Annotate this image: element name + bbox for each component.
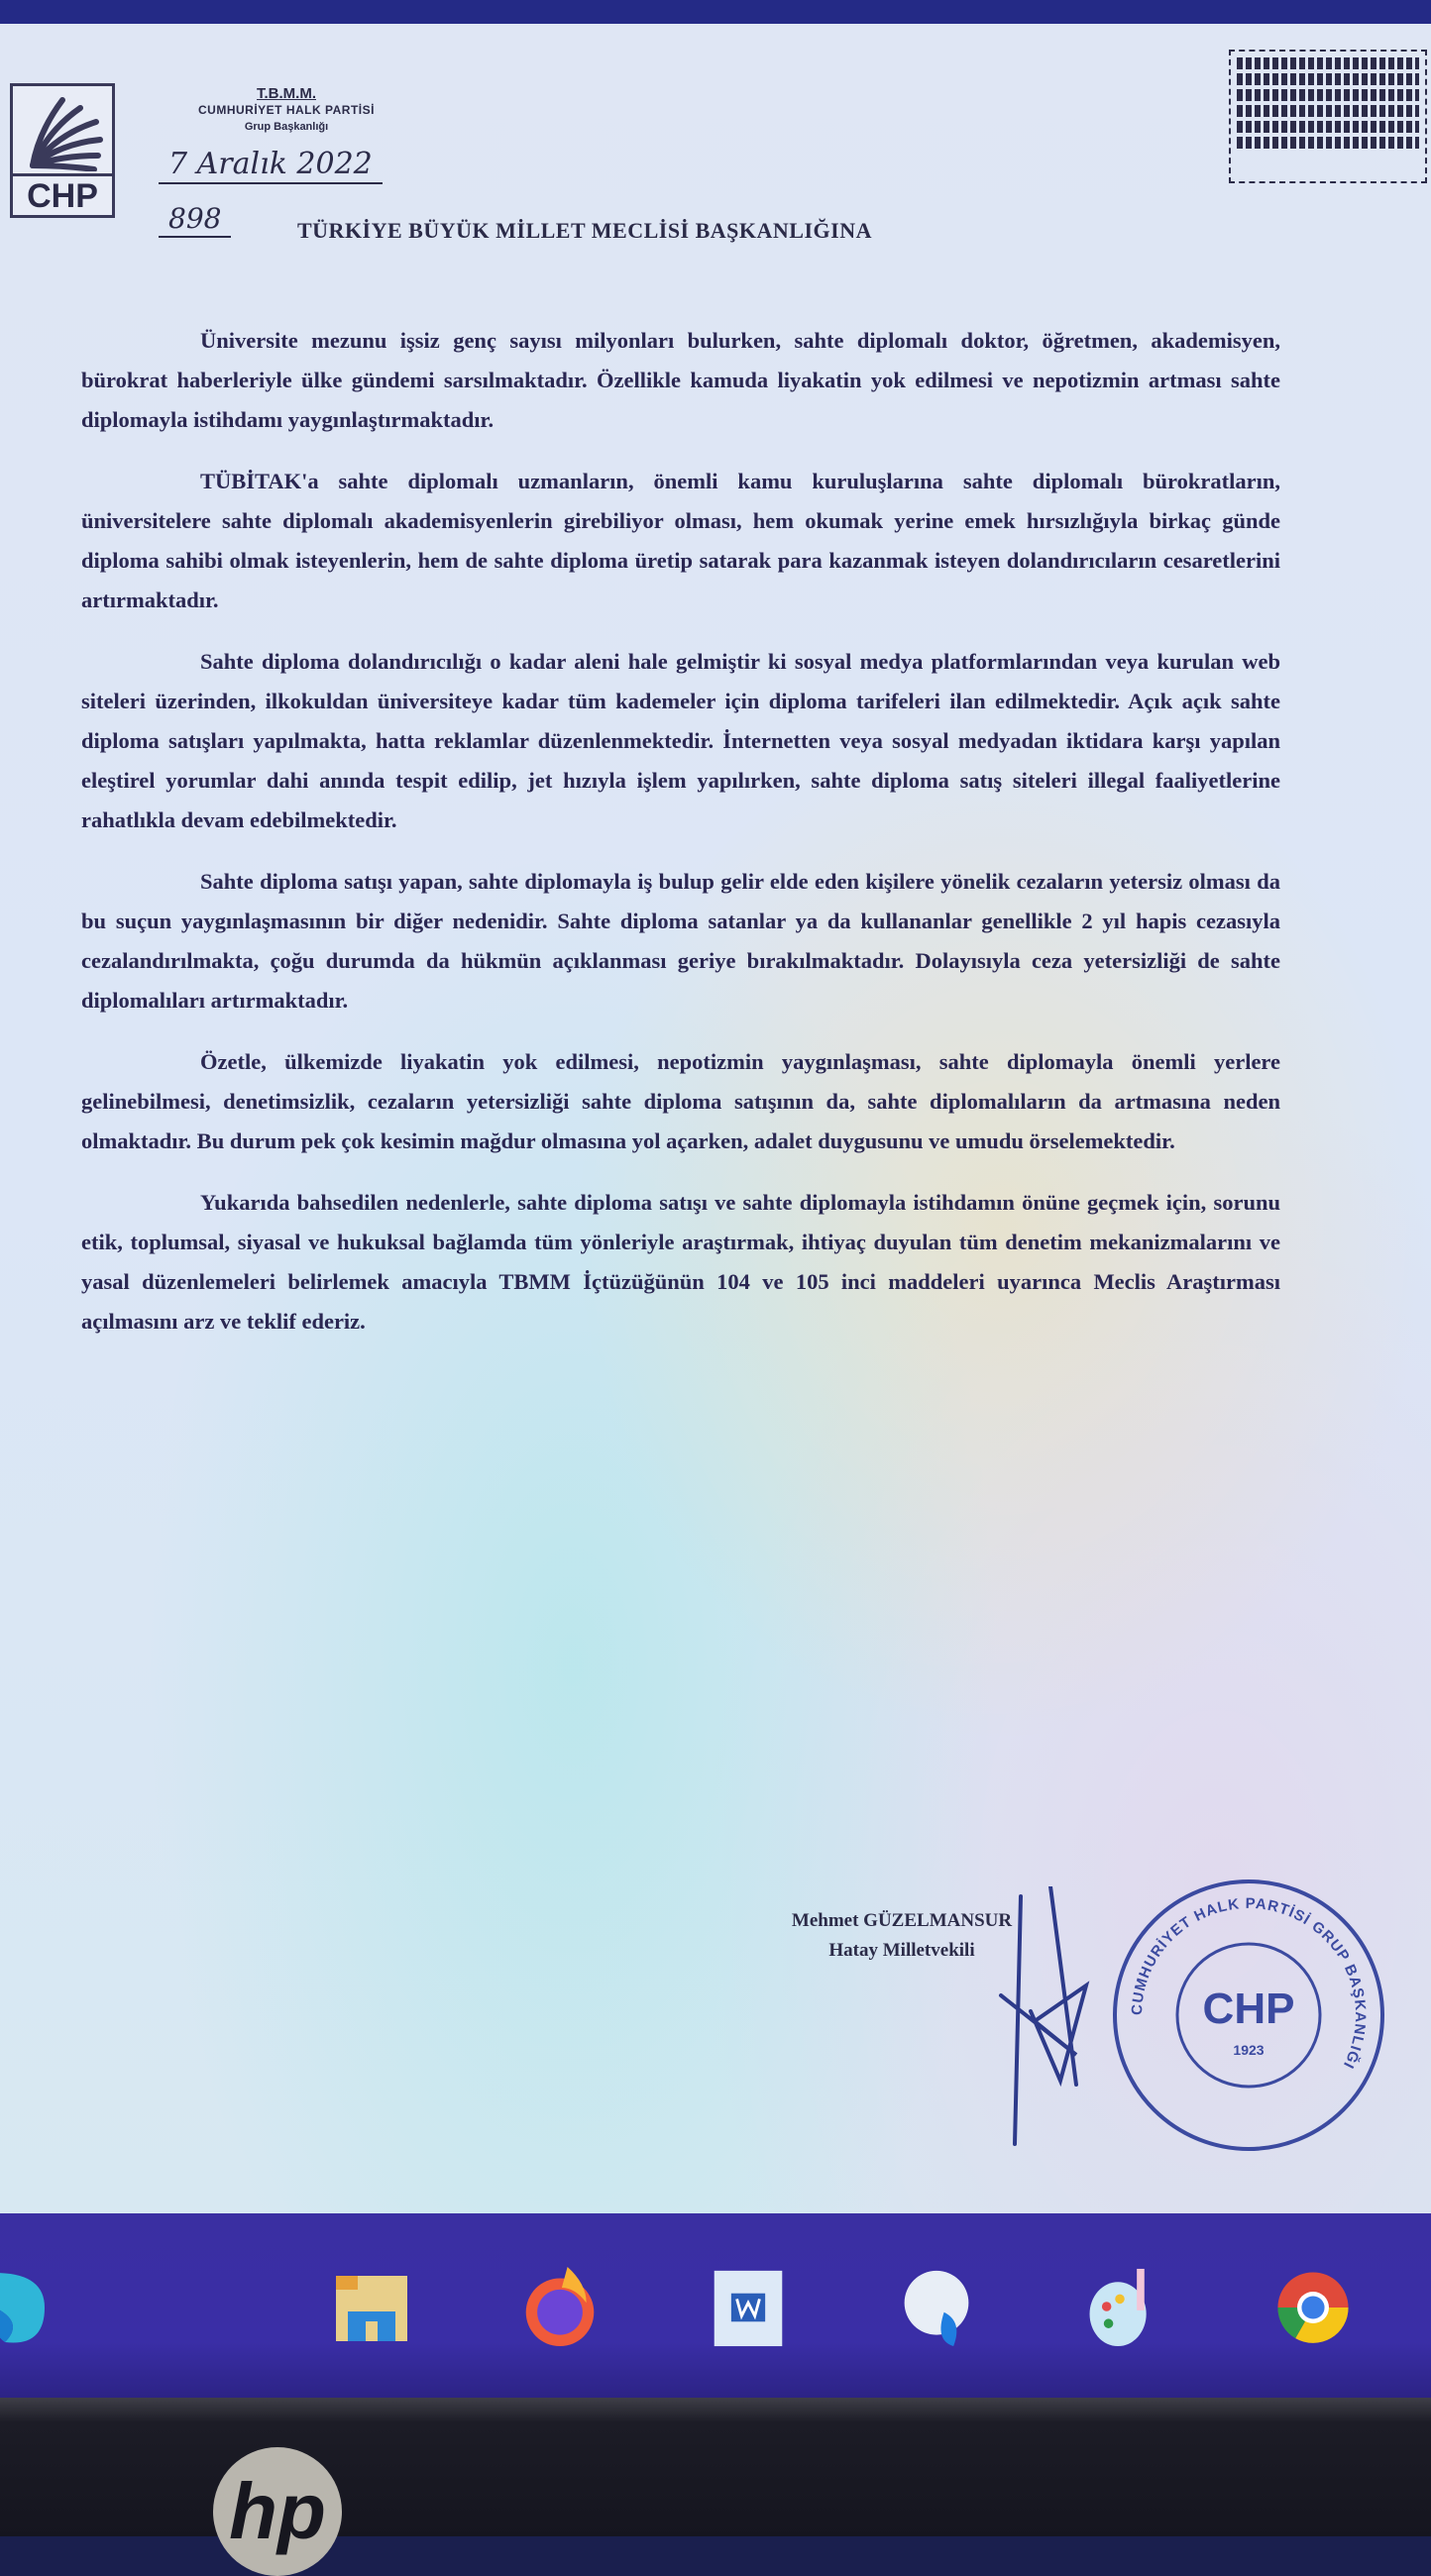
edge-icon[interactable] — [0, 2263, 59, 2352]
registry-stamp — [1229, 50, 1427, 183]
paragraph: Üniversite mezunu işsiz genç sayısı milyonları bulurken, sahte diplomalı doktor, öğretmen, akademisyen, bürokrat haberleriyle ülke gündemi sarsılmaktadır. Özellikle kamuda liyakatin yok edilmesi ve nepotizmin artması sahte diplomayla istihdamı yaygınlaştırmaktadır. — [81, 328, 1280, 432]
signature-block — [773, 1906, 1031, 1966]
chrome-icon[interactable] — [1273, 2263, 1353, 2352]
monitor-bezel — [0, 2398, 1431, 2555]
document-page — [0, 24, 1431, 2213]
seal-ring-text: CUMHURİYET HALK PARTİSİ GRUP BAŞKANLIĞI — [1128, 1894, 1370, 2072]
paragraph: Yukarıda bahsedilen nedenlerle, sahte diploma satışı ve sahte diplomayla istihdamın önüne geçmek için, sorunu etik, toplumsal, siyasal ve hukuksal bağlamda tüm yönleriyle araştırmak, ihtiyaç duyulan tüm denetim mekanizmalarını ve yasal düzenlemeleri belirlemek amacıyla TBMM İçtüzüğünün 104 ve 105 inci maddeleri uyarınca Meclis Araştırması açılmasını arz ve teklif ederiz. — [81, 1190, 1280, 1334]
six-arrows-logo-icon — [19, 92, 106, 171]
paragraph: Sahte diploma dolandırıcılığı o kadar aleni hale gelmiştir ki sosyal medya platformlarından veya kurulan web siteleri üzerinden, ilkokuldan üniversiteye kadar tüm kademeler için diploma tarifeleri ilan edilmektedir. Açık açık sahte diploma satışları yapılmakta, hatta reklamlar düzenlenmektedir. İnternetten veya sosyal medyadan iktidara karşı yapılan eleştirel yorumlar dahi anında tespit edilip, jet hızıyla işlem yapılırken, sahte diploma satış siteleri illegal faaliyetlerine rahatlıkla devam edebilmektedir. — [81, 649, 1280, 832]
paragraph: TÜBİTAK'a sahte diplomalı uzmanların, önemli kamu kuruluşlarına sahte diplomalı bürokratların, üniversitelere sahte diplomalı akademisyenlerin girebiliyor olması, hem okumak yerine emek hırsızlığıyla birkaç günde diploma sahibi olmak isteyenlerin, hem de sahte diploma üretip satarak para kazanmak isteyen dolandırıcıların cesaretlerini artırmaktadır. — [81, 469, 1280, 612]
institution-name: T.B.M.M. — [257, 85, 316, 102]
registry-line — [1237, 121, 1419, 133]
taskbar — [0, 2213, 1431, 2398]
paragraph: Sahte diploma satışı yapan, sahte diplomayla iş bulup gelir elde eden kişilere yönelik cezaların yetersiz olması da bu suçun yaygınlaşmasının bir diğer nedenidir. Sahte diploma satanlar ya da kullananlar genellikle 2 yıl hapis cezasıyla cezalandırılmakta, çoğu durumda da hükmün açıklanması geriye bırakılmaktadır. Dolayısıyla ceza yetersizliği de sahte diplomalıları artırmaktadır. — [81, 869, 1280, 1013]
handwritten-date: 7 Aralık 2022 — [159, 147, 383, 184]
firefox-icon[interactable] — [520, 2263, 600, 2352]
paragraph: Özetle, ülkemizde liyakatin yok edilmesi, nepotizmin yaygınlaşması, sahte diplomayla önemli yerlere gelinebilmesi, denetimsizlik, cezaların yetersizliği sahte diploma satışının da, sahte diplomalıların da artmasına neden olmaktadır. Bu durum pek çok kesimin mağdur olmasına yol açarken, adalet duygusunu ve umudu örselemektedir. — [81, 1049, 1280, 1153]
chp-logo — [10, 83, 115, 218]
paint-3d-icon[interactable] — [897, 2263, 976, 2352]
hp-logo: hp — [213, 2447, 342, 2576]
group-name: Grup Başkanlığı — [244, 121, 329, 133]
addressee-heading: TÜRKİYE BÜYÜK MİLLET MECLİSİ BAŞKANLIĞINA — [297, 218, 872, 243]
registry-line — [1237, 73, 1419, 85]
signatory-name: Mehmet GÜZELMANSUR — [791, 1910, 1013, 1931]
registry-line — [1237, 105, 1419, 117]
logo-text: CHP — [13, 173, 112, 216]
seal-year: 1923 — [1233, 2042, 1265, 2058]
paint-icon[interactable] — [1080, 2263, 1159, 2352]
handwritten-number: 898 — [159, 202, 231, 238]
file-explorer-icon[interactable] — [332, 2263, 411, 2352]
registry-line — [1237, 89, 1419, 101]
word-icon[interactable] — [709, 2263, 788, 2352]
letter-body — [81, 321, 1280, 1363]
official-seal — [1100, 1867, 1397, 2164]
signatory-title: Hatay Milletvekili — [828, 1940, 975, 1961]
party-name: CUMHURİYET HALK PARTİSİ — [198, 103, 375, 117]
registry-line — [1237, 137, 1419, 149]
seal-center-text: CHP — [1202, 1985, 1295, 2033]
org-name-block — [123, 85, 450, 136]
registry-line — [1237, 57, 1419, 69]
